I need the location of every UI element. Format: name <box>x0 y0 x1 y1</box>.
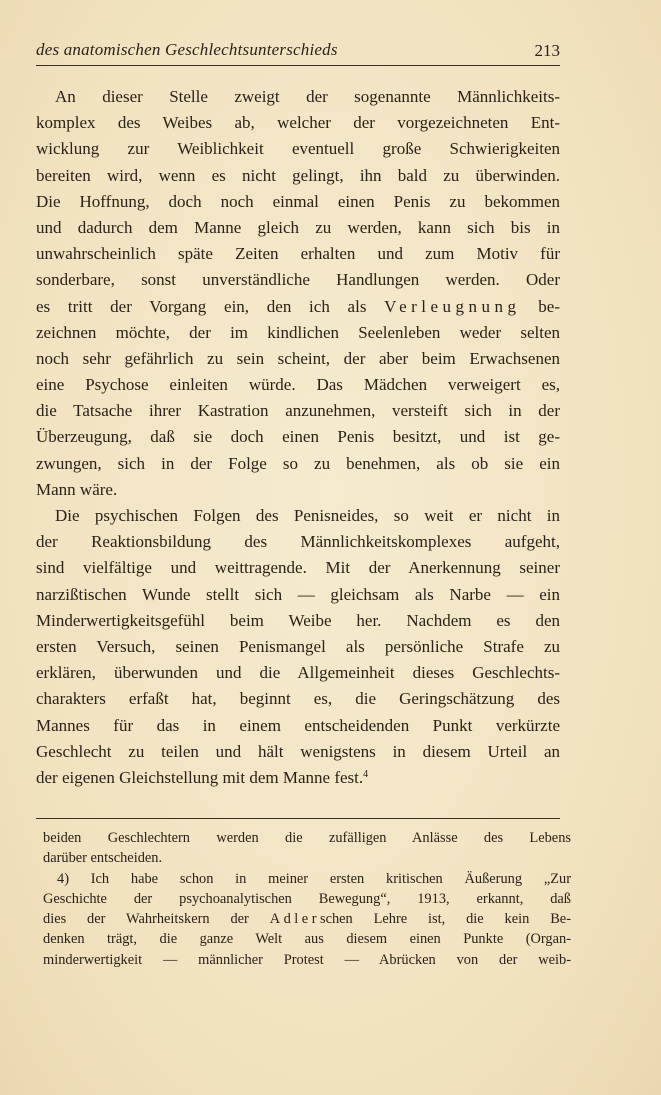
text-line <box>36 765 560 791</box>
page-header <box>36 40 560 64</box>
text-line: Geschlecht zu teilen und hält wenigstens in diesem Urteil an <box>36 741 560 761</box>
footnote-rule <box>36 818 560 819</box>
footnote-line: denken trägt, die ganze Welt aus diesem einen Punkte (Organ- <box>43 931 571 948</box>
footnote-marker-4: 4 <box>363 768 369 780</box>
text-line: noch sehr gefährlich zu sein scheint, der aber beim Erwachsenen <box>36 348 560 368</box>
text-line <box>36 294 560 320</box>
text-line: narzißtischen Wunde stellt sich — gleichsam als Narbe — ein <box>36 584 560 604</box>
text-line: der Reaktionsbildung des Männlichkeitskomplexes aufgeht, <box>36 532 560 552</box>
text-line: sind vielfältige und weittragende. Mit der Anerkennung seiner <box>36 558 560 578</box>
text-line: Die psychischen Folgen des Penisneides, so weit er nicht in <box>55 506 560 525</box>
text-line: eine Psychose einleiten würde. Das Mädchen verweigert es, <box>36 375 560 395</box>
text-segment: dies der Wahrheitskern der <box>43 911 249 928</box>
text-line: bereiten wird, wenn es nicht gelingt, ihn bald zu überwinden. <box>36 165 560 185</box>
text-line: sonderbare, sonst unverständliche Handlungen werden. Oder <box>36 270 560 290</box>
text-line: Mannes für das in einem entscheidenden Punkt verkürzte <box>36 715 560 735</box>
footnote-line: beiden Geschlechtern werden die zufälligen Anlässe des Lebens <box>43 830 571 846</box>
running-title: des anatomischen Geschlechtsunterschieds <box>36 40 338 59</box>
text-segment: es tritt der Vorgang ein, den ich als <box>36 296 367 316</box>
text-line: Die Hoffnung, doch noch einmal einen Penis zu bekommen <box>36 191 560 211</box>
text-line: Mann wäre. <box>36 479 118 499</box>
footnote-line <box>43 909 571 929</box>
header-rule <box>36 65 560 66</box>
text-line: wicklung zur Weiblichkeit eventuell große Schwierigkeiten <box>36 139 560 159</box>
text-segment: be- <box>538 296 560 316</box>
footnote-line: Geschichte der psychoanalytischen Bewegung“, 1913, erkannt, daß <box>43 890 571 907</box>
footnote-line: darüber entscheiden. <box>43 850 163 867</box>
emphasis-verleugnung: Verleugnung <box>384 296 521 316</box>
page-number: 213 <box>534 41 560 60</box>
text-line: erklären, überwunden und die Allgemeinheit dieses Geschlechts- <box>36 663 560 683</box>
text-line: komplex des Weibes ab, welcher der vorgezeichneten Ent- <box>36 113 560 133</box>
footnotes <box>43 828 571 970</box>
emphasis-adler: Adler <box>269 911 320 928</box>
text-line: An dieser Stelle zweigt der sogenannte Männlichkeits- <box>55 87 560 106</box>
text-segment: der eigenen Gleichstellung mit dem Manne fest. <box>36 767 364 787</box>
footnote-line: minderwertigkeit — männlicher Protest — Abrücken von der weib- <box>43 951 571 968</box>
text-line: zwungen, sich in der Folge so zu benehmen, als ob sie ein <box>36 453 560 473</box>
text-line: Minderwertigkeitsgefühl beim Weibe her. Nachdem es den <box>36 610 560 630</box>
text-line: charakters erfaßt hat, beginnt es, die Geringschätzung des <box>36 689 560 709</box>
text-line: ersten Versuch, seinen Penismangel als persönliche Strafe zu <box>36 636 560 656</box>
text-line: unwahrscheinlich späte Zeiten erhalten und zum Motiv für <box>36 244 560 264</box>
text-segment: schen Lehre ist, die kein Be- <box>319 911 571 928</box>
text-line: zeichnen möchte, der im kindlichen Seelenleben weder selten <box>36 322 560 342</box>
text-line: und dadurch dem Manne gleich zu werden, kann sich bis in <box>36 217 560 237</box>
text-line: Überzeugung, daß sie doch einen Penis besitzt, und ist ge- <box>36 427 560 447</box>
footnote-line: 4) Ich habe schon in meiner ersten kritischen Äußerung „Zur <box>57 870 571 887</box>
text-line: die Tatsache ihrer Kastration anzunehmen, versteift sich in der <box>36 401 560 421</box>
main-text <box>36 84 560 791</box>
